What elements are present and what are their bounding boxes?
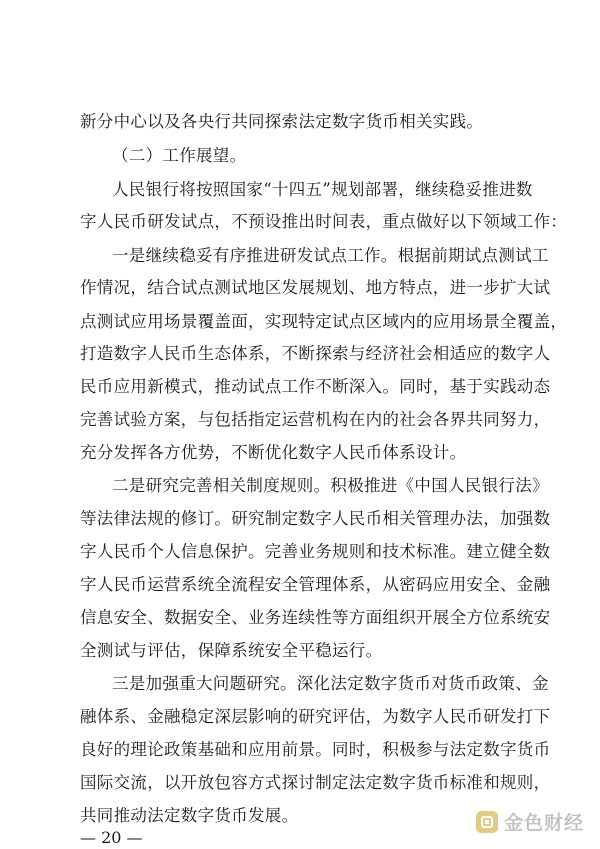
text-line: 融体系、金融稳定深层影响的研究评估，为数字人民币研发打下 <box>80 707 551 726</box>
text-line: 作情况，结合试点测试地区发展规划、地方特点，进一步扩大试 <box>80 278 551 297</box>
text-line: 打造数字人民币生态体系，不断探索与经济社会相适应的数字人 <box>80 344 551 363</box>
watermark-text: 金色财经 <box>503 812 584 834</box>
text-line: 字人民币运营系统全流程安全管理体系，从密码应用安全、金融 <box>80 575 551 594</box>
text-line: 三是加强重大问题研究。深化法定数字货币对货币政策、金 <box>112 674 549 693</box>
text-line: 国际交流，以开放包容方式探讨制定法定数字货币标准和规则， <box>80 773 551 792</box>
text-line: 完善试验方案，与包括指定运营机构在内的社会各界共同努力， <box>80 410 551 429</box>
text-line: 点测试应用场景覆盖面，实现特定试点区域内的应用场景全覆盖， <box>80 312 568 331</box>
text-line: 一是继续稳妥有序推进研发试点工作。根据前期试点测试工 <box>112 246 549 265</box>
text-line: 人民银行将按照国家“十四五”规划部署，继续稳妥推进数 <box>112 180 533 199</box>
text-line: 字人民币个人信息保护。完善业务规则和技术标准。建立健全数 <box>80 542 551 561</box>
text-line: 信息安全、数据安全、业务连续性等方面组织开展全方位系统安 <box>80 608 551 627</box>
text-line: 二是研究完善相关制度规则。积极推进《中国人民银行法》 <box>112 476 549 495</box>
jinse-logo-icon <box>476 811 498 833</box>
text-line: 全测试与评估，保障系统安全平稳运行。 <box>80 641 383 660</box>
section-heading: （二）工作展望。 <box>112 146 247 165</box>
text-line: 共同推动法定数字货币发展。 <box>80 806 299 825</box>
text-line: 新分中心以及各央行共同探索法定数字货币相关实践。 <box>80 112 484 131</box>
text-line: 充分发挥各方优势，不断优化数字人民币体系设计。 <box>80 443 467 462</box>
text-line: 等法律法规的修订。研究制定数字人民币相关管理办法，加强数 <box>80 509 551 528</box>
page-number: — 20 — <box>80 828 143 847</box>
watermark <box>476 808 584 835</box>
text-line: 良好的理论政策基础和应用前景。同时，积极参与法定数字货币 <box>80 740 551 759</box>
text-line: 民币应用新模式，推动试点工作不断深入。同时，基于实践动态 <box>80 377 551 396</box>
text-line: 字人民币研发试点，不预设推出时间表，重点做好以下领域工作： <box>80 212 568 231</box>
